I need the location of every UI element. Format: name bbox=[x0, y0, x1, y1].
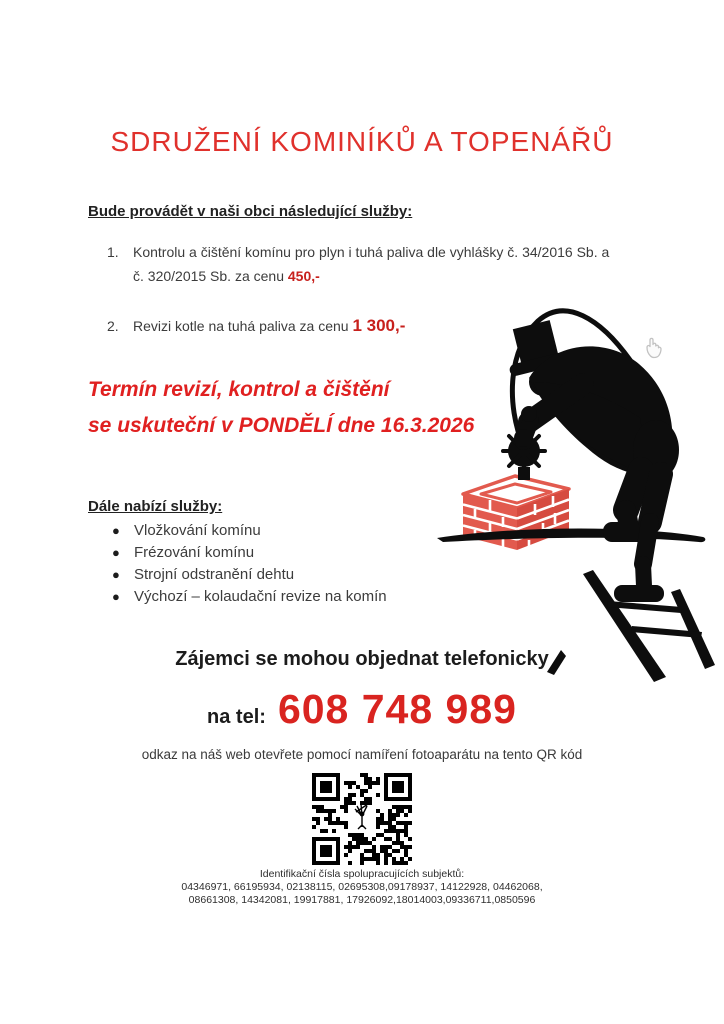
list-item-text bbox=[133, 314, 405, 338]
services-heading: Dále nabízí služby: bbox=[88, 498, 223, 515]
bullet-icon: ● bbox=[112, 523, 120, 538]
list-item-body: Revizi kotle na tuhá paliva za cenu bbox=[133, 318, 353, 334]
list-item-text bbox=[133, 240, 622, 288]
list-item-number: 2. bbox=[107, 318, 119, 334]
phone-number: 608 748 989 bbox=[277, 686, 517, 732]
list-item-text: Frézování komínu bbox=[134, 544, 255, 561]
intro-heading: Bude provádět v naši obci následující služby: bbox=[88, 203, 413, 220]
services-list bbox=[112, 520, 472, 608]
list-item-text: Vložkování komínu bbox=[134, 522, 261, 539]
list-item-body: Kontrolu a čištění komínu pro plyn i tuhá paliva dle vyhlášky č. 34/2016 Sb. a č. 320/2015 Sb. za cenu bbox=[133, 244, 610, 284]
ids-line: 08661308, 14342081, 19917881, 17926092,18014003,09336711,0850596 bbox=[188, 894, 536, 906]
list-item-text: Strojní odstranění dehtu bbox=[134, 566, 295, 583]
list-item-number: 1. bbox=[107, 244, 119, 260]
bullet-icon: ● bbox=[112, 545, 120, 560]
bullet-icon: ● bbox=[112, 589, 120, 604]
bullet-icon: ● bbox=[112, 567, 120, 582]
date-notice-line2: se uskuteční v PONDĚLÍ dne 16.3.2026 bbox=[88, 414, 475, 437]
price-value: 1 300,- bbox=[352, 316, 406, 335]
footer-ids bbox=[0, 868, 724, 907]
chimney-sweep-illustration bbox=[435, 298, 724, 683]
list-item bbox=[112, 564, 472, 586]
phone-row bbox=[0, 686, 724, 733]
ids-line: 04346971, 66195934, 02138115, 02695308,09178937, 14122928, 04462068, bbox=[181, 881, 543, 893]
list-item bbox=[112, 520, 472, 542]
qr-hint-text: odkaz na náš web otevřete pomocí namíření fotoaparátu na tento QR kód bbox=[141, 747, 583, 762]
contact-heading: Zájemci se mohou objednat telefonicky bbox=[175, 648, 549, 670]
list-item bbox=[112, 586, 472, 608]
page-title: SDRUŽENÍ KOMINÍKŮ A TOPENÁŘŮ bbox=[110, 126, 614, 157]
list-item-text: Výchozí – kolaudační revize na komín bbox=[134, 588, 387, 605]
list-item bbox=[107, 240, 622, 288]
hand-cursor-icon bbox=[642, 334, 666, 360]
ids-heading: Identifikační čísla spolupracujících subjektů: bbox=[259, 868, 465, 880]
qr-code bbox=[312, 771, 412, 867]
phone-label: na tel: bbox=[207, 706, 266, 728]
price-value: 450,- bbox=[287, 268, 320, 284]
list-item bbox=[112, 542, 472, 564]
date-notice-line1: Termín revizí, kontrol a čištění bbox=[88, 378, 390, 401]
